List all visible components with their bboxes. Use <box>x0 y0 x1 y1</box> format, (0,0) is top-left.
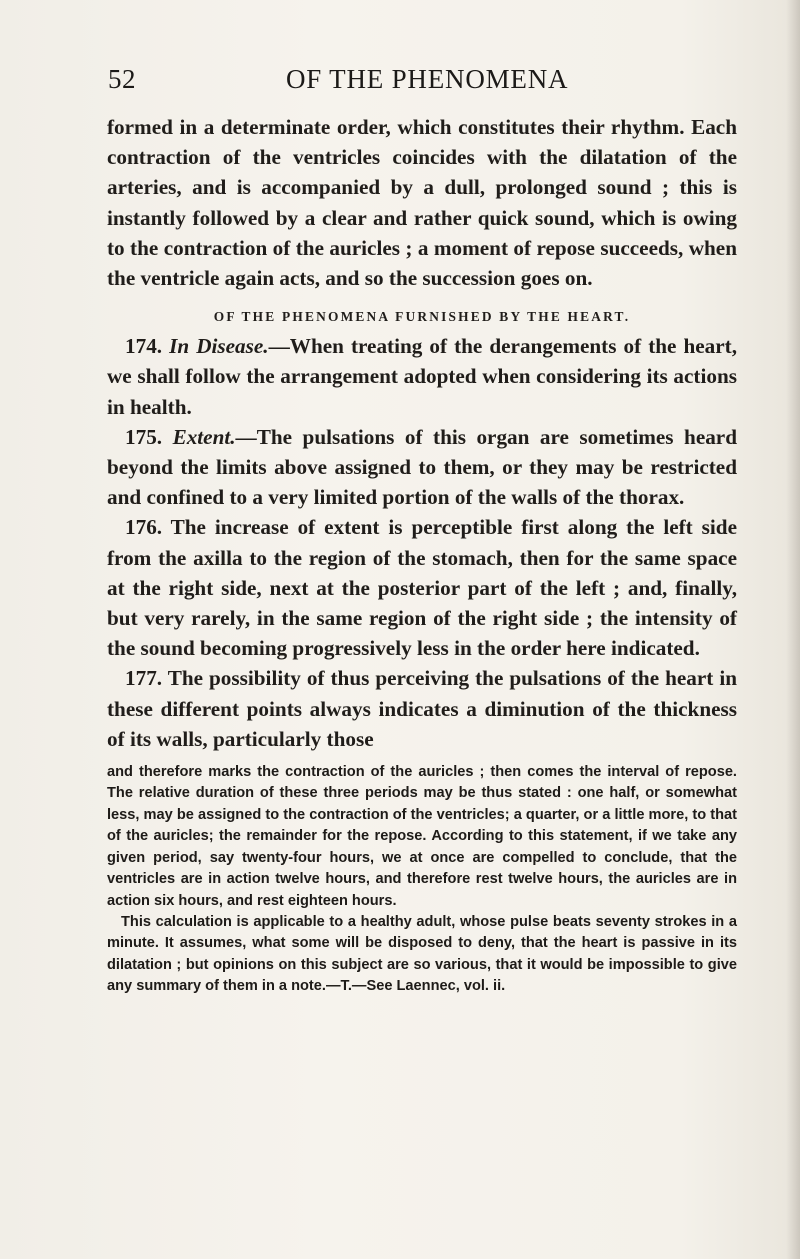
footnote-paragraph-1: and therefore marks the contraction of the auricles ; then comes the interval of repose. The relative duration of these three periods may be thus stated : one half, or somewhat less, may be assigned to the contraction of the ventricles; a quarter, or a little more, to that of the auricles; the remainder for the repose. According to this statement, if we take any given period, say twenty-four hours, we at once are compelled to conclude, that the ventricles are in action twelve hours, and therefore rest twelve hours, the auricles are in action six hours, and rest eighteen hours. <box>107 764 737 909</box>
paragraph-175 <box>107 422 737 513</box>
paragraph-text: —When treating of the derangements of the heart, we shall follow the arrangement adopted when considering its actions in health. <box>107 334 738 419</box>
paragraph-177 <box>107 663 737 754</box>
page-edge-shadow <box>786 0 800 1259</box>
paragraph-label: In Disease. <box>169 334 269 359</box>
paragraph-number: 174. <box>125 334 163 359</box>
paragraph-176 <box>107 512 737 663</box>
paragraph-174 <box>107 331 737 422</box>
section-heading: OF THE PHENOMENA FURNISHED BY THE HEART. <box>213 309 631 325</box>
footnote <box>107 762 737 997</box>
running-head <box>108 64 708 104</box>
paragraph-text: The increase of extent is perceptible first along the left side from the axilla to the region of the stomach, then for the same space at the right side, next at the posterior part of the left ; and, finally, but very rarely, in the same region of the right side ; the intensity of the sound becoming progressively less in the order here indicated. <box>107 515 737 661</box>
page-number: 52 <box>108 64 136 94</box>
running-head-title: OF THE PHENOMENA <box>286 64 569 94</box>
paragraph-label: Extent. <box>172 424 236 449</box>
paragraph-text: The possibility of thus perceiving the pulsations of the heart in these different points always indicates a diminution of the thickness of its walls, particularly those <box>107 666 737 751</box>
paragraph-number: 177. <box>125 666 163 691</box>
continuation-paragraph: formed in a determinate order, which constitutes their rhythm. Each contraction of the ventricles coincides with the dilatation of the arteries, and is accompanied by a dull, prolonged sound ; this is instantly followed by a clear and rather quick sound, which is owing to the contraction of the auricles ; a moment of repose succeeds, when the ventricle again acts, and so the succession goes on. <box>107 115 737 291</box>
paragraph-number: 176. <box>125 515 163 540</box>
paragraph-number: 175. <box>125 424 163 449</box>
paragraph-text: —The pulsations of this organ are sometimes heard beyond the limits above assigned to them, or they may be restricted and confined to a very limited portion of the walls of the thorax. <box>107 424 737 510</box>
footnote-paragraph-2: This calculation is applicable to a healthy adult, whose pulse beats seventy strokes in a minute. It assumes, what some will be disposed to deny, that the heart is passive in its dilatation ; but opinions on this subject are so various, that it would be impossible to give any summary of them in a note.—T.—See Laennec, vol. ii. <box>107 913 737 995</box>
main-text <box>107 112 737 998</box>
